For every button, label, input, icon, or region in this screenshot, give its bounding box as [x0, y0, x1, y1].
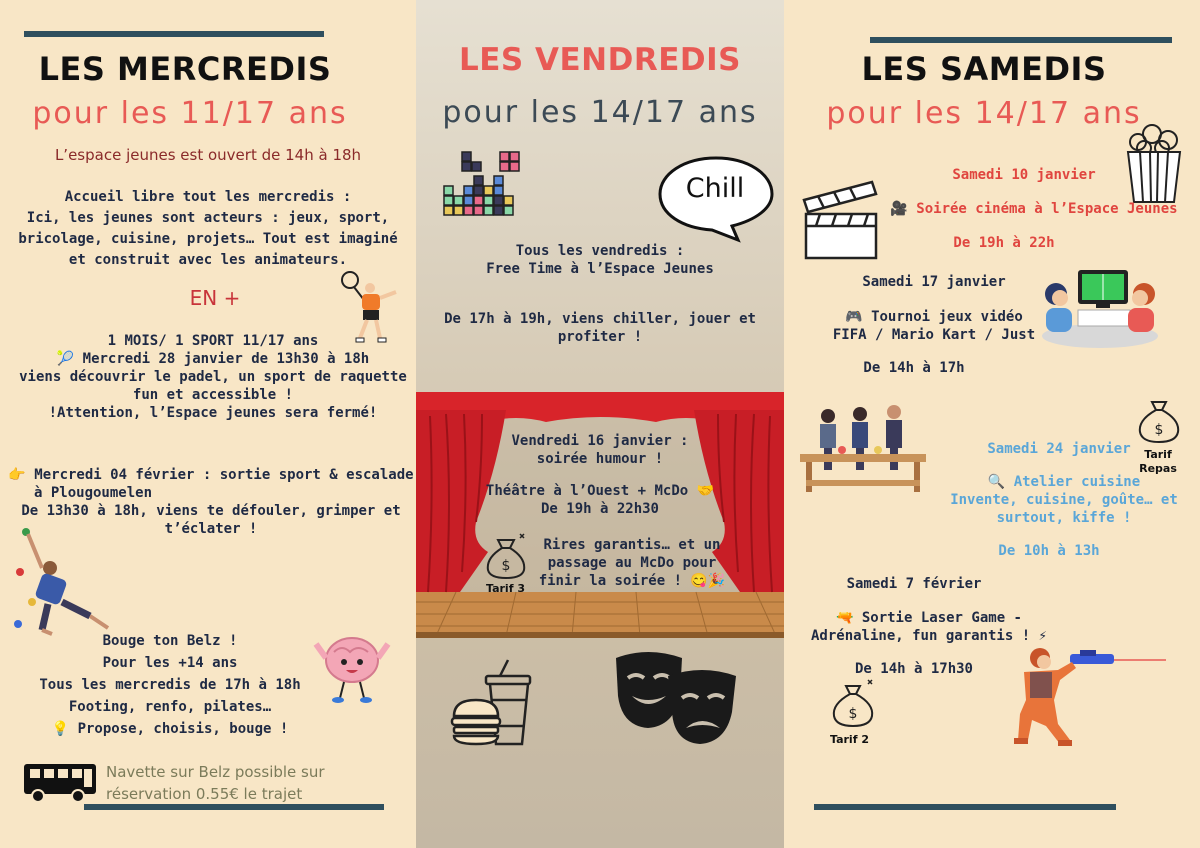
navette-line: Navette sur Belz possible sur: [106, 763, 325, 781]
s1-event: 🎥 Soirée cinéma à l’Espace Jeunes: [890, 201, 1178, 217]
intro-line: Accueil libre tout les mercredis :: [64, 189, 352, 205]
tarif-2-label: Tarif 2: [830, 733, 869, 746]
padel-section: [8, 332, 418, 422]
belz-line: Bouge ton Belz !: [102, 633, 238, 649]
s3-line: surtout, kiffe !: [996, 510, 1132, 526]
top-bar-right: [870, 37, 1172, 43]
sport-line: 1 MOIS/ 1 SPORT 11/17 ans: [107, 333, 319, 349]
money-bag-icon: [482, 530, 530, 580]
free-line: Tous les vendredis :: [515, 243, 685, 259]
theatre-line: De 19h à 22h30: [540, 501, 659, 517]
bottom-bar-right: [814, 804, 1116, 810]
wednesday-column: [0, 0, 416, 848]
s4-line: 🔫 Sortie Laser Game -: [835, 610, 1022, 626]
belz-line: Tous les mercredis de 17h à 18h: [39, 677, 301, 693]
saturday-title: LES SAMEDIS: [861, 50, 1107, 88]
friday-hours: De 17h à 19h, viens chiller, jouer et profiter !: [444, 311, 756, 345]
bottom-bar-left: [84, 804, 384, 810]
escalade-line: à Plougoumelen: [34, 485, 153, 501]
event-line: soirée humour !: [536, 451, 664, 467]
intro-line: bricolage, cuisine, projets… Tout est imaginé: [18, 231, 398, 247]
tetris-blocks-icon: [442, 150, 522, 220]
belz-line: Pour les +14 ans: [102, 655, 238, 671]
s3-date: Samedi 24 janvier: [987, 441, 1131, 457]
saturday-column: [784, 0, 1200, 848]
tarif-3-label: Tarif 3: [486, 582, 525, 595]
s2-details: [784, 308, 1084, 344]
friday-title: LES VENDREDIS: [458, 42, 742, 78]
theatre-info: [470, 482, 730, 518]
theater-masks-icon: [612, 648, 742, 748]
cooking-workshop-icon: [798, 402, 928, 494]
s3-details: [924, 473, 1200, 527]
wednesday-intro: [8, 187, 408, 271]
event-line: Vendredi 16 janvier :: [511, 433, 689, 449]
s4-line: Adrénaline, fun garantis ! ⚡: [810, 628, 1047, 644]
s1-date: Samedi 10 janvier: [952, 167, 1096, 183]
burger-drink-icon: [450, 656, 540, 748]
intro-line: et construit avec les animateurs.: [68, 252, 348, 268]
wednesday-title: LES MERCREDIS: [38, 50, 332, 88]
money-bag-tarif2-icon: [828, 676, 878, 728]
rires-line: passage au McDo pour: [547, 555, 717, 571]
rires-text: [532, 536, 732, 590]
sport-line: fun et accessible !: [132, 387, 294, 403]
free-time-text: [416, 242, 784, 278]
rires-line: Rires garantis… et un: [543, 537, 721, 553]
wednesday-hours: L’espace jeunes est ouvert de 14h à 18h: [54, 146, 362, 164]
belz-section: [0, 630, 340, 740]
friday-column: [416, 0, 784, 848]
escalade-line: t’éclater !: [164, 521, 258, 537]
rires-line: finir la soirée ! 😋🎉: [538, 573, 726, 589]
s2-date: Samedi 17 janvier: [862, 274, 1006, 290]
money-bag-repas-icon: [1134, 392, 1184, 444]
s2-line: 🎮 Tournoi jeux vidéo: [845, 309, 1023, 325]
tarif-repas-line: Tarif: [1144, 448, 1172, 461]
escalade-line: De 13h30 à 18h, viens te défouler, grimper et: [21, 503, 401, 519]
escalade-line: 👉 Mercredi 04 février : sortie sport & escalade: [8, 467, 414, 483]
svg-text:$: $: [1154, 422, 1164, 438]
svg-text:$: $: [501, 558, 511, 574]
s3-line: Invente, cuisine, goûte… et: [950, 492, 1178, 508]
navette-line: réservation 0.55€ le trajet: [106, 785, 303, 803]
wednesday-subtitle: pour les 11/17 ans: [32, 96, 348, 131]
svg-text:$: $: [848, 706, 858, 722]
s2-hours: De 14h à 17h: [863, 360, 965, 376]
tarif-repas-line: Repas: [1139, 462, 1177, 475]
en-plus-label: EN +: [189, 286, 241, 310]
sport-line: !Attention, l’Espace jeunes sera fermé!: [48, 405, 378, 421]
sport-line: viens découvrir le padel, un sport de raquette: [19, 369, 407, 385]
friday-subtitle: pour les 14/17 ans: [442, 95, 758, 130]
s1-hours: De 19h à 22h: [953, 235, 1055, 251]
film-clapper-icon: [800, 176, 880, 262]
climber-icon: [12, 520, 117, 640]
free-line: Free Time à l’Espace Jeunes: [486, 261, 714, 277]
s3-line: 🔍 Atelier cuisine: [987, 474, 1141, 490]
s4-hours: De 14h à 17h30: [854, 661, 973, 677]
humour-event: [490, 432, 710, 468]
belz-line: 💡 Propose, choisis, bouge !: [51, 721, 289, 737]
saturday-subtitle: pour les 14/17 ans: [826, 96, 1142, 131]
navette-text: [106, 761, 406, 805]
s4-details: [784, 609, 1074, 645]
s2-line: FIFA / Mario Kart / Just: [832, 327, 1036, 343]
s3-hours: De 10h à 13h: [998, 543, 1100, 559]
bus-icon: [22, 760, 98, 804]
top-bar-left: [24, 31, 324, 37]
s4-date: Samedi 7 février: [846, 576, 982, 592]
popcorn-icon: [1124, 122, 1184, 204]
chill-label: Chill: [685, 173, 745, 204]
theatre-line: Théâtre à l’Ouest + McDo 🤝: [485, 483, 715, 499]
intro-line: Ici, les jeunes sont acteurs : jeux, sport,: [26, 210, 390, 226]
laser-game-player-icon: [1010, 644, 1170, 748]
belz-line: Footing, renfo, pilates…: [68, 699, 272, 715]
sport-line: 🎾 Mercredi 28 janvier de 13h30 à 18h: [56, 351, 370, 367]
